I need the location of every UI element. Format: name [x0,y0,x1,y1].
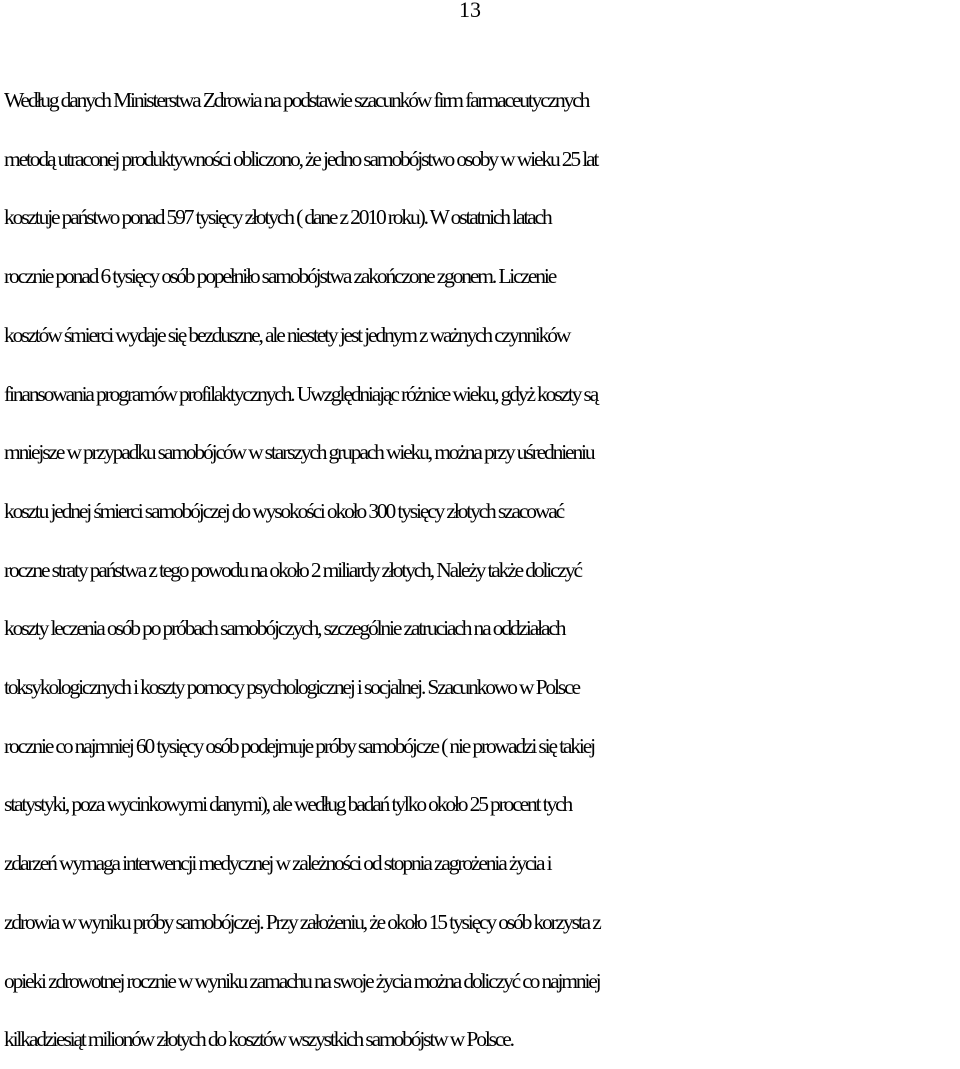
body-paragraph [4,71,960,1069]
text-line: kosztu jednej śmierci samobójczej do wysokości około 300 tysięcy złotych szacować [4,498,564,523]
text-line: kosztów śmierci wydaje się bezduszne, ale niestety jest jednym z ważnych czynników [4,322,570,347]
text-line: statystyki, poza wycinkowymi danymi), ale według badań tylko około 25 procent tych [4,792,572,817]
text-line: koszty leczenia osób po próbach samobójczych, szczególnie zatruciach na oddziałach [4,616,565,641]
text-line: kilkadziesiąt milionów złotych do kosztów wszystkich samobójstw w Polsce. [4,1027,513,1052]
text-line: zdrowia w wyniku próby samobójczej. Przy założeniu, że około 15 tysięcy osób korzysta z [4,909,600,934]
text-line: finansowania programów profilaktycznych. Uwzględniając różnice wieku, gdyż koszty są [4,381,598,406]
text-line: kosztuje państwo ponad 597 tysięcy złotych ( dane z 2010 roku). W ostatnich latach [4,205,551,230]
text-line: Według danych Ministerstwa Zdrowia na podstawie szacunków firm farmaceutycznych [4,88,589,112]
text-line: rocznie co najmniej 60 tysięcy osób podejmuje próby samobójcze ( nie prowadzi się takiej [4,733,594,758]
text-line: zdarzeń wymaga interwencji medycznej w zależności od stopnia zagrożenia życia i [4,851,551,876]
text-line: metodą utraconej produktywności obliczono, że jedno samobójstwo osoby w wieku 25 lat [4,146,598,171]
text-line: rocznie ponad 6 tysięcy osób popełniło samobójstwa zakończone zgonem. Liczenie [4,264,556,289]
text-line: roczne straty państwa z tego powodu na około 2 miliardy złotych, Należy także doliczyć [4,557,581,582]
text-line: opieki zdrowotnej rocznie w wyniku zamachu na swoje życia można doliczyć co najmniej [4,968,600,993]
text-line: toksykologicznych i koszty pomocy psychologicznej i socjalnej. Szacunkowo w Polsce [4,675,579,700]
text-line: mniejsze w przypadku samobójców w starszych grupach wieku, można przy uśrednieniu [4,440,594,465]
page-number: 13 [459,0,481,22]
